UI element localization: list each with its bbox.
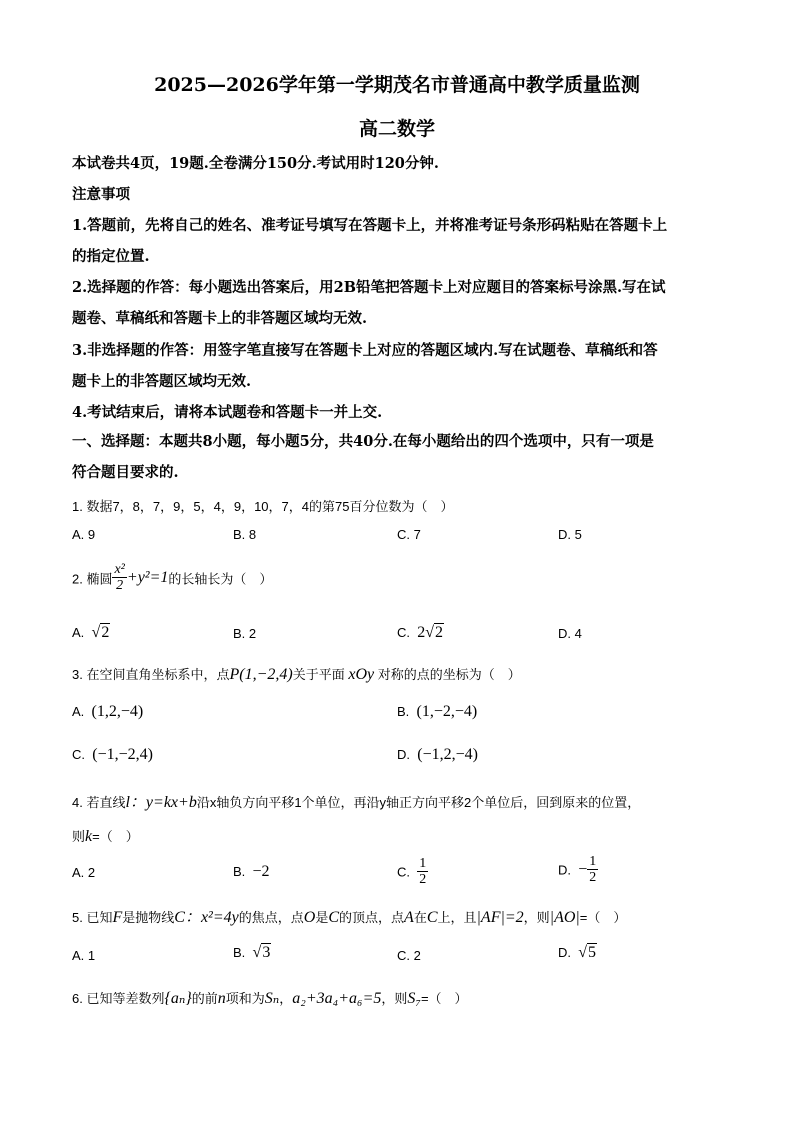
q3-d-value: (−1,2,−4) bbox=[417, 746, 478, 763]
q2-c-label: C. bbox=[397, 625, 410, 640]
q3-option-d bbox=[397, 746, 478, 764]
q2-a-radicand: 2 bbox=[101, 624, 110, 641]
q4-option-d bbox=[558, 855, 598, 885]
q5-O: O bbox=[303, 909, 316, 926]
q3-option-b bbox=[397, 703, 477, 721]
q5-mid2: 的焦点，点 bbox=[238, 910, 304, 925]
q2-a-sqrt: √2 bbox=[91, 624, 110, 641]
q5-mid4: 的顶点，点 bbox=[339, 910, 405, 925]
q6-mid4: ，则 bbox=[381, 991, 408, 1006]
q5-mid7: ，则 bbox=[523, 910, 550, 925]
q4-k: k bbox=[85, 828, 93, 845]
q3-mid: 关于平面 bbox=[292, 667, 345, 682]
q5-curve: C：x²=4y bbox=[174, 909, 239, 926]
q2-option-c bbox=[397, 624, 444, 642]
q2-a-label: A. bbox=[72, 625, 85, 640]
q3-suffix: 对称的点的坐标为（ ） bbox=[377, 667, 521, 682]
intro-text: 本试卷共4页，19题.全卷满分150分.考试用时120分钟. bbox=[72, 155, 439, 172]
q6-seq: {aₙ} bbox=[164, 990, 192, 1007]
q5-mid5: 在 bbox=[413, 910, 427, 925]
q4-d-fraction bbox=[587, 855, 598, 885]
q5-option-d bbox=[558, 944, 597, 962]
q2-c-sqrt: √2 bbox=[425, 624, 444, 641]
q5-stem bbox=[72, 904, 626, 927]
q6-mid3: ， bbox=[279, 991, 293, 1006]
q5-af: |AF|=2 bbox=[476, 909, 524, 926]
notice-3-line2: 题卡上的非答题区域均无效. bbox=[72, 373, 252, 390]
q5-mid1: 是抛物线 bbox=[122, 910, 175, 925]
q3-a-value: (1,2,−4) bbox=[91, 703, 144, 720]
notice-1-line1: 1.答题前，先将自己的姓名、准考证号填写在答题卡上，并将准考证号条形码粘贴在答题卡上 bbox=[72, 217, 668, 234]
q4-d-sign: − bbox=[578, 861, 588, 878]
q2-c-radicand: 2 bbox=[435, 624, 444, 641]
q6-mid1: 的前 bbox=[191, 991, 218, 1006]
q3-d-label: D. bbox=[397, 747, 410, 762]
q6-suffix: =（ ） bbox=[420, 991, 468, 1006]
q2-c-coef: 2 bbox=[417, 624, 426, 641]
q2-stem bbox=[72, 563, 272, 593]
q5-b-label: B. bbox=[233, 945, 246, 960]
q3-stem bbox=[72, 664, 521, 684]
q2-fraction bbox=[112, 563, 126, 593]
notice-3-line1: 3.非选择题的作答：用签字笔直接写在答题卡上对应的答题区域内.写在试题卷、草稿纸和答 bbox=[72, 342, 658, 359]
q2-prefix: 2. 椭圆 bbox=[72, 571, 113, 587]
q2-option-d: D. 4 bbox=[558, 626, 582, 641]
q4-line-eq: l：y=kx+b bbox=[125, 794, 197, 811]
q3-prefix: 3. 在空间直角坐标系中，点 bbox=[72, 667, 230, 682]
q6-cond: a₂+3a₄+a₆=5 bbox=[292, 990, 382, 1007]
q3-a-label: A. bbox=[72, 704, 85, 719]
q3-plane: xOy bbox=[348, 666, 375, 683]
q2-option-b: B. 2 bbox=[233, 626, 257, 641]
q4-line2-suffix: =（ ） bbox=[92, 829, 139, 844]
q3-point: P(1,−2,4) bbox=[229, 666, 293, 683]
q5-C: C bbox=[328, 909, 340, 926]
q4-c-den: 2 bbox=[419, 872, 427, 887]
q4-suffix: 沿x轴负方向平移1个单位，再沿y轴正方向平移2个单位后，回到原来的位置， bbox=[196, 795, 641, 810]
q3-b-value: (1,−2,−4) bbox=[416, 703, 478, 720]
q1-option-a: A. 9 bbox=[72, 527, 96, 542]
q4-c-label: C. bbox=[397, 864, 410, 880]
q4-option-c bbox=[397, 857, 428, 887]
q5-d-sqrt: √5 bbox=[578, 944, 597, 961]
q1-option-c: C. 7 bbox=[397, 527, 421, 542]
q2-suffix: 的长轴长为（ ） bbox=[168, 571, 273, 587]
q5-option-b bbox=[233, 944, 271, 962]
q4-stem-line1 bbox=[72, 789, 640, 812]
q4-option-b bbox=[233, 863, 270, 881]
q4-c-fraction bbox=[417, 857, 428, 887]
section1-heading-line1: 一、选择题：本题共8小题，每小题5分，共40分.在每小题给出的四个选项中，只有一项是 bbox=[72, 433, 654, 450]
q1-option-b: B. 8 bbox=[233, 527, 257, 542]
q5-prefix: 5. 已知 bbox=[72, 910, 113, 925]
q4-stem-line2 bbox=[72, 826, 139, 846]
notice-title: 注意事项 bbox=[72, 186, 130, 203]
q6-prefix: 6. 已知等差数列 bbox=[72, 991, 165, 1006]
q6-stem bbox=[72, 988, 468, 1008]
q5-d-label: D. bbox=[558, 945, 571, 960]
q4-line2-prefix: 则 bbox=[72, 829, 86, 844]
q4-d-den: 2 bbox=[589, 870, 597, 885]
notice-2-line2: 题卷、草稿纸和答题卡上的非答题区域均无效. bbox=[72, 310, 368, 327]
q5-b-radicand: 3 bbox=[262, 944, 271, 961]
q4-b-label: B. bbox=[233, 864, 246, 879]
q2-frac-num: x² bbox=[114, 562, 125, 577]
q1-stem: 1. 数据7，8，7，9，5，4，9，10，7，4的第75百分位数为（ ） bbox=[72, 499, 454, 514]
q5-ao: |AO| bbox=[549, 909, 580, 926]
exam-title: 2025—2026学年第一学期茂名市普通高中教学质量监测 bbox=[154, 74, 640, 96]
q4-b-value: −2 bbox=[252, 863, 270, 880]
q4-prefix: 4. 若直线 bbox=[72, 795, 126, 810]
q4-d-label: D. bbox=[558, 862, 571, 878]
q5-option-a: A. 1 bbox=[72, 948, 96, 963]
q5-suffix: =（ ） bbox=[579, 910, 627, 925]
q5-mid3: 是 bbox=[315, 910, 329, 925]
q6-n: n bbox=[217, 990, 226, 1007]
section1-heading-line2: 符合题目要求的. bbox=[72, 464, 179, 481]
q5-F: F bbox=[112, 909, 123, 926]
q3-c-value: (−1,−2,4) bbox=[92, 746, 153, 763]
q3-b-label: B. bbox=[397, 704, 410, 719]
q4-d-num: 1 bbox=[589, 854, 597, 869]
q2-equation: +y²=1 bbox=[126, 569, 169, 586]
notice-2-line1: 2.选择题的作答：每小题选出答案后，用2B铅笔把答题卡上对应题目的答案标号涂黑.写在试 bbox=[72, 279, 666, 296]
q2-option-a bbox=[72, 624, 110, 642]
q4-c-num: 1 bbox=[419, 856, 427, 871]
q3-option-a bbox=[72, 703, 143, 721]
q6-sn: Sₙ bbox=[264, 990, 280, 1007]
exam-subtitle: 高二数学 bbox=[358, 118, 435, 140]
notice-4: 4.考试结束后，请将本试题卷和答题卡一并上交. bbox=[72, 404, 383, 421]
q1-option-d: D. 5 bbox=[558, 527, 582, 542]
q6-mid2: 项和为 bbox=[225, 991, 265, 1006]
q5-C2: C bbox=[426, 909, 438, 926]
q5-d-radicand: 5 bbox=[588, 944, 597, 961]
q3-c-label: C. bbox=[72, 747, 85, 762]
notice-1-line2: 的指定位置. bbox=[72, 248, 150, 265]
q5-mid6: 上，且 bbox=[437, 910, 477, 925]
q4-option-a: A. 2 bbox=[72, 865, 96, 880]
q6-s7: S₇ bbox=[407, 990, 421, 1007]
q3-option-c bbox=[72, 746, 153, 764]
q5-A: A bbox=[404, 909, 414, 926]
q5-b-sqrt: √3 bbox=[252, 944, 271, 961]
q5-option-c: C. 2 bbox=[397, 948, 421, 963]
q2-frac-den: 2 bbox=[116, 578, 124, 593]
